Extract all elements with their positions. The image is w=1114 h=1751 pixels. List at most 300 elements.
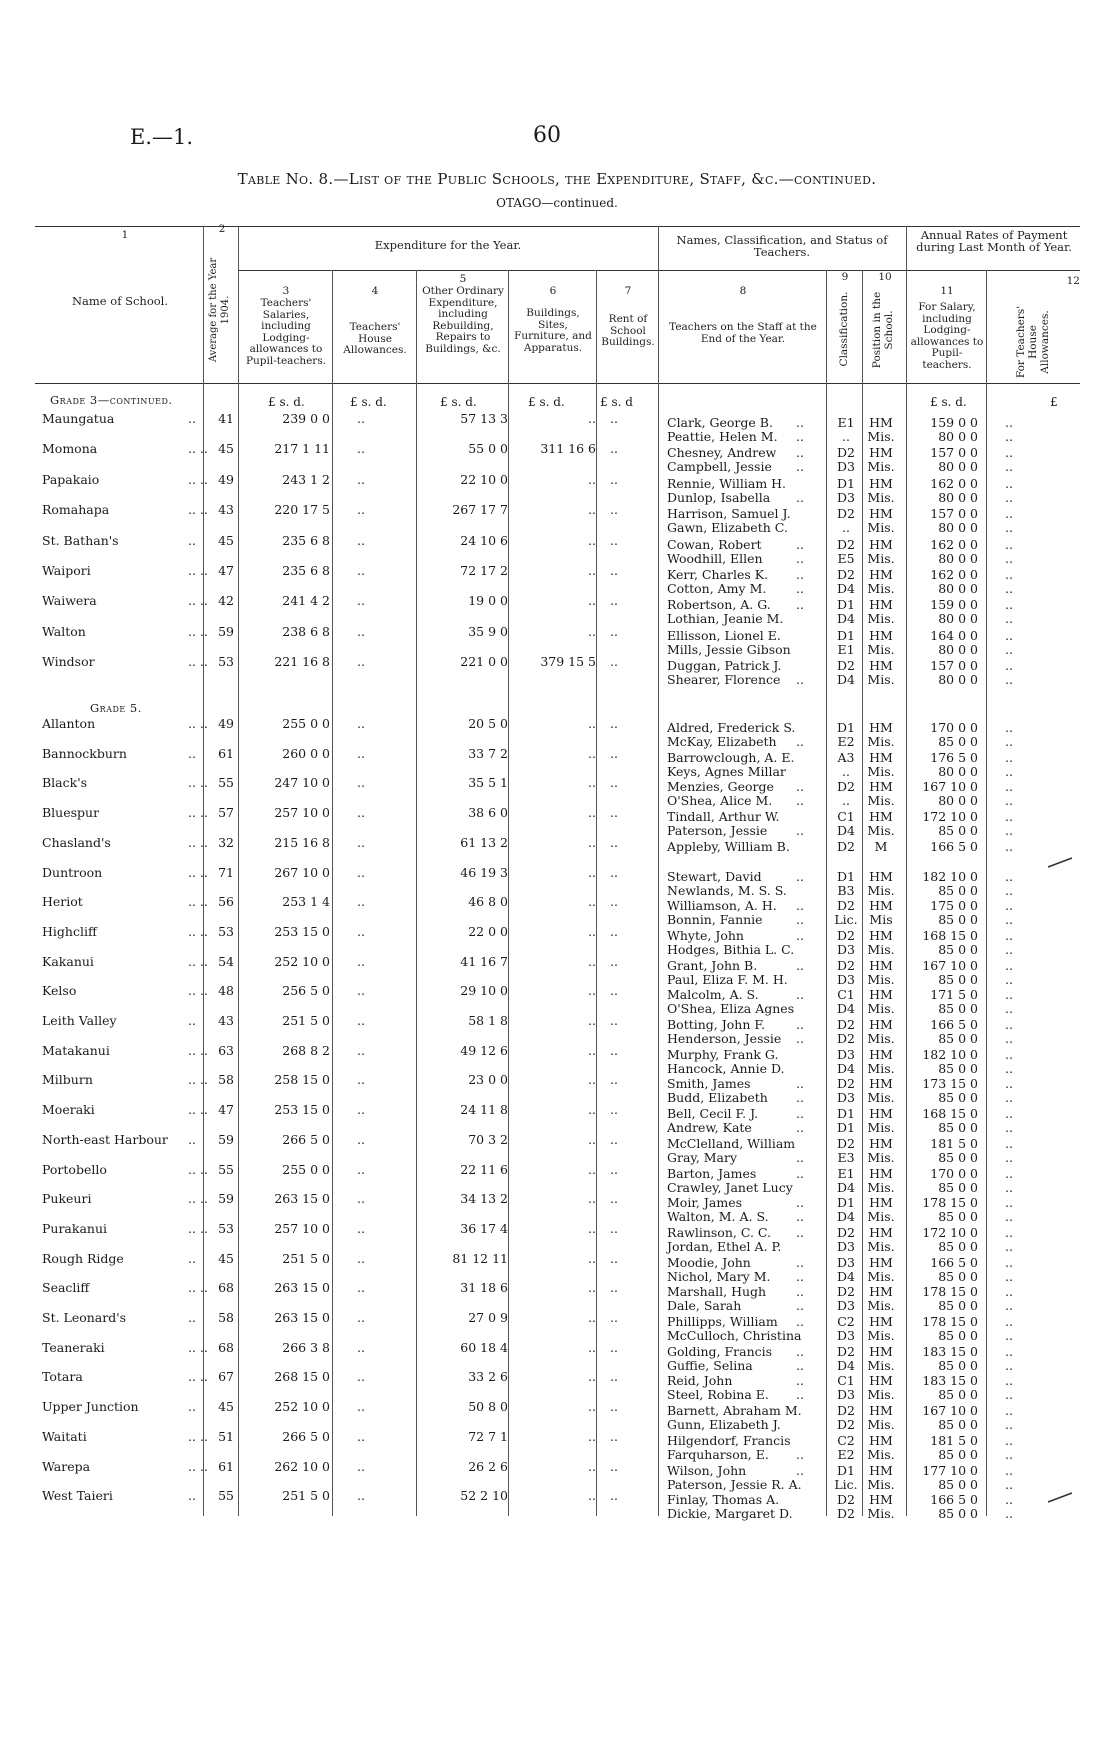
table-row [0,425,1114,444]
average-attendance: 61 [218,745,234,761]
teacher-house-allowance: .. [1005,1446,1013,1462]
teacher-house-allowance: .. [1005,1120,1013,1136]
teacher-salary-rate: 175 0 0 [930,898,978,914]
house-allowances: .. [357,1310,365,1325]
leader-dots: .. [188,1013,196,1028]
document-code: E.—1. [130,125,194,149]
house-allowances: .. [357,805,365,821]
leader-dots: .. [796,550,804,566]
teacher-house-allowance: .. [1005,1224,1013,1240]
other-expenditure: 46 19 3 [460,864,508,880]
average-attendance: 59 [218,623,234,639]
rent: .. [610,1131,618,1147]
leader-dots: .. [796,1314,804,1329]
school-name: Walton [42,623,86,639]
buildings-expenditure: .. [588,1042,596,1058]
teacher-salary-rate: 171 5 0 [930,987,978,1003]
teacher-position: M [874,838,888,854]
teacher-classification: C1 [837,809,855,825]
table-row [0,1027,1114,1046]
school-name: Teaneraki [42,1339,105,1355]
teacher-position: HM [869,749,893,765]
teacher-classification: D1 [837,1106,855,1122]
teacher-classification: D2 [837,567,855,582]
table-row [0,547,1114,566]
teacher-salary-rate: 80 0 0 [938,581,978,596]
leader-dots: .. [796,987,804,1003]
leader-dots: .. .. [188,1220,208,1236]
house-allowances: .. [357,411,365,426]
average-attendance: 67 [218,1369,234,1385]
teacher-name: Jordan, Ethel A. P. [667,1238,782,1254]
teacher-house-allowance: .. [1005,1462,1013,1478]
rent: .. [610,716,618,731]
teacher-classification: D3 [837,1090,855,1106]
teachers-salaries: 263 15 0 [274,1191,330,1207]
teacher-position: Mis. [867,489,895,505]
expenditure-group-rule [238,270,658,271]
teacher-classification: D3 [837,1298,855,1314]
buildings-expenditure: .. [588,894,596,910]
teacher-salary-rate: 178 15 0 [922,1284,978,1300]
buildings-expenditure: .. [588,775,596,791]
teachers-salaries: 255 0 0 [282,716,330,731]
leader-dots: .. [796,1149,804,1165]
other-expenditure: 221 0 0 [460,654,508,670]
table-row [0,745,1114,765]
average-attendance: 53 [218,923,234,939]
teachers-salaries: 260 0 0 [282,745,330,761]
col12-heading: For Teachers' House Allowances. [1015,305,1051,379]
rent: .. [610,923,618,939]
table-row [0,1131,1114,1151]
col1-heading: Name of School. [71,294,169,308]
col1-number: 1 [121,229,129,241]
table-row [0,775,1114,795]
buildings-expenditure: .. [588,1013,596,1028]
house-allowances: .. [357,894,365,910]
teacher-name: Budd, Elizabeth [667,1090,768,1106]
teacher-classification: D2 [837,1224,855,1240]
rent: .. [610,502,618,518]
leader-dots: .. [796,1373,804,1389]
teacher-house-allowance: .. [1005,672,1013,688]
rent: .. [610,1310,618,1325]
average-attendance: 61 [218,1458,234,1474]
rent: .. [610,411,618,426]
names-group-rule [658,270,906,271]
leader-dots: .. [796,1076,804,1092]
leader-dots: .. [796,415,804,430]
teachers-salaries: 258 15 0 [274,1072,330,1088]
leader-dots: .. .. [188,983,208,999]
rent: .. [610,593,618,609]
rent: .. [610,532,618,548]
teacher-house-allowance: .. [1005,506,1013,522]
teacher-position: Mis. [867,823,895,839]
house-allowances: .. [357,1250,365,1266]
teacher-position: HM [869,1314,893,1329]
teacher-name: Botting, John F. [667,1017,766,1032]
average-attendance: 45 [218,532,234,548]
teacher-name: Bonnin, Fannie [667,912,763,928]
teacher-classification: D1 [837,1120,855,1136]
teacher-position: HM [869,1135,893,1151]
teacher-salary-rate: 80 0 0 [938,520,978,536]
table-row [0,1220,1114,1240]
table-row [0,834,1114,854]
teacher-classification: D2 [837,1403,855,1419]
rent: .. [610,1250,618,1266]
table-title: Table No. 8.—List of the Public Schools, the Expenditure, Staff, &c.—continued. [237,170,877,188]
leader-dots: .. [188,1310,196,1325]
teacher-salary-rate: 164 0 0 [930,627,978,643]
leader-dots: .. [796,868,804,884]
rent: .. [610,563,618,578]
table-row [0,1339,1114,1359]
leader-dots: .. [796,567,804,582]
teacher-house-allowance: .. [1005,941,1013,957]
table-row [0,923,1114,943]
teacher-house-allowance: .. [1005,927,1013,943]
teacher-name: Rawlinson, C. C. [667,1224,771,1240]
teacher-position: Mis. [867,1476,895,1492]
leader-dots: .. .. [188,805,208,821]
table-subtitle: OTAGO—continued. [496,196,618,210]
teacher-name: Gunn, Elizabeth J. [667,1417,781,1433]
teacher-position: HM [869,658,893,674]
teacher-classification: D2 [837,957,855,973]
teacher-position: HM [869,536,893,552]
teacher-name: Duggan, Patrick J. [667,658,782,674]
teacher-salary-rate: 80 0 0 [938,459,978,475]
buildings-expenditure: .. [588,1339,596,1355]
teacher-position: Mis. [867,1120,895,1136]
school-name: Highcliff [42,923,97,939]
teacher-position: HM [869,1284,893,1300]
teacher-name: Appleby, William B. [667,838,790,854]
average-attendance: 41 [218,411,234,426]
teacher-house-allowance: .. [1005,489,1013,505]
teachers-salaries: 251 5 0 [282,1013,330,1028]
table-row [0,1413,1114,1433]
other-expenditure: 58 1 8 [468,1013,508,1028]
table-row [0,805,1114,825]
teacher-classification: D4 [837,1268,855,1284]
table-row [0,1324,1114,1343]
teacher-house-allowance: .. [1005,415,1013,430]
house-allowances: .. [357,623,365,639]
col3-heading: Teachers' Salaries, including Lodging-allowances to Pupil-teachers. [245,297,327,367]
teacher-name: Barnett, Abraham M. [667,1403,802,1419]
teacher-name: Whyte, John [667,927,744,943]
buildings-expenditure: .. [588,1458,596,1474]
teacher-position: HM [869,987,893,1003]
teacher-position: HM [869,779,893,795]
teachers-salaries: 251 5 0 [282,1250,330,1266]
teacher-name: Gawn, Elizabeth C. [667,520,788,536]
table-row [0,1176,1114,1195]
teacher-salary-rate: 85 0 0 [938,1446,978,1462]
table-row [0,1294,1114,1314]
teacher-classification: D3 [837,941,855,957]
teacher-salary-rate: 172 10 0 [922,809,978,825]
table-row [0,654,1114,674]
leader-dots: .. .. [188,1458,208,1474]
leader-dots: .. .. [188,864,208,880]
teacher-name: Dunlop, Isabella [667,489,771,505]
teachers-salaries: 266 5 0 [282,1428,330,1444]
leader-dots: .. [796,1284,804,1300]
buildings-expenditure: .. [588,1250,596,1266]
teacher-position: HM [869,1343,893,1359]
rent: .. [610,1369,618,1385]
house-allowances: .. [357,834,365,850]
other-expenditure: 19 0 0 [468,593,508,609]
teacher-salary-rate: 85 0 0 [938,1149,978,1165]
teacher-salary-rate: 85 0 0 [938,1387,978,1403]
average-attendance: 63 [218,1042,234,1058]
average-attendance: 58 [218,1072,234,1088]
average-attendance: 47 [218,563,234,578]
teacher-position: HM [869,868,893,884]
rent: .. [610,654,618,670]
house-allowances: .. [357,1220,365,1236]
teacher-name: McKay, Elizabeth [667,734,777,749]
teacher-classification: D4 [837,1357,855,1373]
teacher-house-allowance: .. [1005,1492,1013,1508]
school-name: Kakanui [42,953,94,969]
teacher-classification: D1 [837,475,855,491]
teacher-name: Shearer, Florence [667,672,781,688]
teacher-name: Ellisson, Lionel E. [667,627,781,643]
teacher-name: Stewart, David [667,868,762,884]
teacher-classification: D4 [837,1060,855,1076]
teachers-salaries: 266 5 0 [282,1131,330,1147]
house-allowances: .. [357,1191,365,1207]
teacher-house-allowance: .. [1005,1284,1013,1300]
teacher-house-allowance: .. [1005,581,1013,596]
table-row [0,953,1114,973]
leader-dots: .. [796,1357,804,1373]
teacher-house-allowance: .. [1005,520,1013,536]
table-row [0,1116,1114,1136]
other-expenditure: 22 11 6 [460,1161,508,1177]
teacher-classification: D2 [837,898,855,914]
buildings-expenditure: .. [588,1488,596,1504]
teacher-salary-rate: 85 0 0 [938,1357,978,1373]
teacher-classification: D2 [837,1343,855,1359]
leader-dots: .. [796,1031,804,1046]
teacher-salary-rate: 168 15 0 [922,927,978,943]
buildings-expenditure: .. [588,471,596,487]
teacher-name: Kerr, Charles K. [667,567,769,582]
average-attendance: 57 [218,805,234,821]
teacher-house-allowance: .. [1005,658,1013,674]
other-expenditure: 72 17 2 [460,563,508,578]
teacher-position: HM [869,1076,893,1092]
teacher-classification: .. [842,793,850,809]
teacher-classification: E1 [837,1165,855,1181]
teachers-salaries: 263 15 0 [274,1280,330,1296]
teachers-salaries: 257 10 0 [274,1220,330,1236]
col8-heading: Teachers on the Staff at the End of the Year. [669,321,817,345]
col9-number: 9 [841,271,849,283]
teacher-classification: .. [842,763,850,779]
teachers-salaries: 267 10 0 [274,864,330,880]
other-expenditure: 72 7 1 [468,1428,508,1444]
teacher-classification: D2 [837,445,855,461]
teachers-salaries: 266 3 8 [282,1339,330,1355]
teacher-name: Grant, John B. [667,957,758,973]
teacher-salary-rate: 80 0 0 [938,641,978,657]
other-expenditure: 267 17 7 [452,502,508,518]
other-expenditure: 50 8 0 [468,1399,508,1415]
house-allowances: .. [357,1161,365,1177]
leader-dots: .. .. [188,1428,208,1444]
leader-dots: .. [188,745,196,761]
teacher-salary-rate: 85 0 0 [938,941,978,957]
school-name: Bannockburn [42,745,127,761]
leader-dots: .. [188,1131,196,1147]
teacher-house-allowance: .. [1005,1209,1013,1225]
teacher-name: Malcolm, A. S. [667,987,759,1003]
table-row [0,997,1114,1017]
teacher-salary-rate: 170 0 0 [930,720,978,735]
teacher-house-allowance: .. [1005,1001,1013,1017]
teacher-salary-rate: 157 0 0 [930,506,978,522]
teacher-house-allowance: .. [1005,1060,1013,1076]
rent: .. [610,1042,618,1058]
teacher-classification: .. [842,520,850,536]
buildings-expenditure: .. [588,411,596,426]
teacher-name: Paterson, Jessie R. A. [667,1476,802,1492]
teachers-salaries: 241 4 2 [282,593,330,609]
table-row [0,983,1114,1003]
rent: .. [610,1072,618,1088]
teacher-salary-rate: 183 15 0 [922,1343,978,1359]
col2-heading: Average for the Year 1904. [208,257,231,363]
teacher-position: Mis. [867,1417,895,1433]
house-allowances: .. [357,983,365,999]
buildings-expenditure: .. [588,716,596,731]
teacher-classification: D4 [837,1001,855,1017]
units-allowances: £ s. d. [350,395,387,409]
teachers-salaries: 268 8 2 [282,1042,330,1058]
teacher-name: Peattie, Helen M. [667,429,778,444]
table-row [0,563,1114,582]
teacher-house-allowance: .. [1005,641,1013,657]
teachers-salaries: 253 15 0 [274,1102,330,1118]
leader-dots: .. [796,429,804,444]
teacher-name: Paterson, Jessie [667,823,768,839]
teacher-classification: D2 [837,1417,855,1433]
school-name: Windsor [42,654,95,670]
buildings-expenditure: .. [588,1131,596,1147]
average-attendance: 48 [218,983,234,999]
teacher-name: Moodie, John [667,1254,751,1270]
leader-dots: .. .. [188,834,208,850]
school-name: West Taieri [42,1488,113,1504]
teacher-classification: D3 [837,1254,855,1270]
teacher-house-allowance: .. [1005,1268,1013,1284]
teacher-classification: D4 [837,1179,855,1195]
rent: .. [610,834,618,850]
school-name: Waiwera [42,593,97,609]
teacher-house-allowance: .. [1005,1090,1013,1106]
buildings-expenditure: 311 16 6 [540,441,596,457]
buildings-expenditure: .. [588,805,596,821]
rent: .. [610,1280,618,1296]
teacher-salary-rate: 167 10 0 [922,957,978,973]
teacher-position: HM [869,1432,893,1448]
teacher-position: HM [869,1165,893,1181]
teacher-position: HM [869,720,893,735]
rent: .. [610,953,618,969]
teacher-name: Dickie, Margaret D. [667,1506,793,1522]
other-expenditure: 20 5 0 [468,716,508,731]
teacher-salary-rate: 182 10 0 [922,1046,978,1062]
teacher-house-allowance: .. [1005,1417,1013,1433]
rent: .. [610,775,618,791]
teacher-house-allowance: .. [1005,1373,1013,1389]
teacher-salary-rate: 181 5 0 [930,1432,978,1448]
buildings-expenditure: .. [588,745,596,761]
teacher-house-allowance: .. [1005,1387,1013,1403]
table-row [0,577,1114,596]
teacher-position: HM [869,1462,893,1478]
teacher-position: HM [869,1106,893,1122]
average-attendance: 68 [218,1280,234,1296]
school-name: Bluespur [42,805,100,821]
leader-dots: .. .. [188,923,208,939]
table-row [0,1488,1114,1508]
buildings-expenditure: .. [588,1102,596,1118]
school-name: Portobello [42,1161,107,1177]
teacher-classification: E1 [837,415,855,430]
house-allowances: .. [357,716,365,731]
teacher-classification: D2 [837,1017,855,1032]
teacher-classification: D3 [837,1387,855,1403]
teacher-house-allowance: .. [1005,1195,1013,1211]
house-allowances: .. [357,502,365,518]
average-attendance: 55 [218,1488,234,1504]
table-row [0,1191,1114,1211]
teacher-position: HM [869,567,893,582]
other-expenditure: 52 2 10 [460,1488,508,1504]
leader-dots: .. [796,1090,804,1106]
teachers-salaries: 238 6 8 [282,623,330,639]
school-name: Matakanui [42,1042,110,1058]
teacher-name: Nichol, Mary M. [667,1268,771,1284]
table-row [0,502,1114,522]
teacher-classification: D2 [837,1492,855,1508]
table-row [0,486,1114,505]
rent: .. [610,471,618,487]
leader-dots: .. [796,1209,804,1225]
teachers-salaries: 247 10 0 [274,775,330,791]
leader-dots: .. [796,927,804,943]
table-row [0,1235,1114,1254]
teacher-classification: D2 [837,1284,855,1300]
teacher-salary-rate: 80 0 0 [938,550,978,566]
table-row [0,1369,1114,1389]
teacher-salary-rate: 85 0 0 [938,1120,978,1136]
house-allowances: .. [357,1428,365,1444]
teacher-salary-rate: 85 0 0 [938,971,978,987]
average-attendance: 56 [218,894,234,910]
teacher-salary-rate: 85 0 0 [938,912,978,928]
